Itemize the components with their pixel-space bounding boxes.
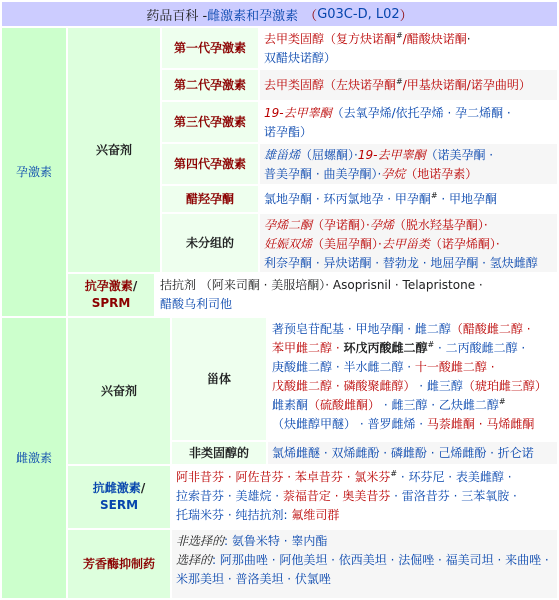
- subgroup-gen4-label: 第四代孕激素: [173, 156, 246, 171]
- drug-link[interactable]: · 二丙酸雌二醇 ·: [434, 341, 526, 355]
- row-line: [272, 377, 553, 396]
- row-line: [264, 123, 553, 142]
- drug-link[interactable]: · 普罗雌烯 ·: [356, 417, 427, 431]
- row-unclassified: [260, 214, 557, 272]
- subgroup-gen2: [162, 70, 258, 100]
- subgroup-gen4: [162, 144, 258, 184]
- drug-link[interactable]: /醋酸炔诺酮: [402, 32, 467, 46]
- drug-link[interactable]: 醋酸乌利司他: [160, 297, 233, 311]
- title-main-link[interactable]: 雌激素和孕激素: [207, 8, 299, 24]
- drug-link[interactable]: 环戊丙酸雌二醇: [343, 341, 428, 355]
- drug-link[interactable]: （复方炔诺酮: [324, 32, 397, 46]
- subgroup-gen1-label: 第一代孕激素: [173, 40, 246, 55]
- row-hydroxyprogesterone: [260, 186, 557, 212]
- row-line: [176, 570, 553, 589]
- drug-link[interactable]: 孕烷: [381, 167, 406, 181]
- drug-link: 选择的: [176, 553, 213, 567]
- row-line: [272, 415, 553, 434]
- title-paren-close: ）: [399, 8, 413, 24]
- row-gen2: [260, 70, 557, 100]
- drug-link[interactable]: 马萘雌酮 · 马烯雌酮: [426, 417, 535, 431]
- drug-link[interactable]: 诺孕酯）: [264, 125, 313, 139]
- drug-link[interactable]: : 氨鲁米特 · 睾内酯: [224, 534, 328, 548]
- row-line: [160, 276, 553, 295]
- subgroup-steroidal-label: 甾体: [206, 371, 231, 386]
- group-antiestrogens-label-b[interactable]: SERM: [99, 498, 139, 512]
- subgroup-unclassified: [162, 214, 258, 272]
- drug-link[interactable]: 氯烯雌醚 · 双烯雌酚 · 磷雌酚 · 己烯雌酚 · 折仑诺: [272, 445, 534, 460]
- row-line: [272, 320, 553, 339]
- row-line: [264, 235, 553, 254]
- row-line: [264, 49, 553, 68]
- group-antiprogestogens-sep: /: [132, 279, 138, 293]
- drug-link[interactable]: 苯甲雌二醇 ·: [272, 341, 344, 355]
- row-line: [264, 146, 553, 165]
- drug-link[interactable]: 雄甾烯: [264, 148, 301, 162]
- row-line: [176, 551, 553, 570]
- row-line: [272, 444, 534, 463]
- title-prefix: 药品百科 -: [146, 8, 208, 24]
- drug-link[interactable]: （孕诺酮）·: [312, 218, 370, 232]
- drug-link[interactable]: （美屈孕酮）·: [312, 237, 382, 251]
- drug-link[interactable]: 去甲类固醇: [264, 32, 325, 46]
- row-aromatase-inhibitors: [172, 530, 557, 598]
- subgroup-hydroxyprogesterone-label[interactable]: 醋羟孕酮: [185, 191, 234, 206]
- title-atc-code-link[interactable]: G03C-D, L02: [317, 6, 400, 22]
- section-progestogens[interactable]: [2, 28, 66, 316]
- row-line: [264, 104, 553, 123]
- drug-link[interactable]: 利奈孕酮 · 异炔诺酮 · 替勃龙 · 地屈孕酮 · 氢炔雌醇: [264, 256, 538, 270]
- drug-link[interactable]: 妊娠双烯: [264, 237, 313, 251]
- row-line: [160, 295, 553, 314]
- drug-link[interactable]: 戊酸雌二醇 · 磷酸聚雌醇）: [272, 379, 416, 393]
- subgroup-gen2-label: 第二代孕激素: [173, 77, 246, 92]
- navbox-title: [2, 2, 557, 26]
- row-steroidal-estrogens: [268, 318, 557, 440]
- drug-link: ·: [466, 32, 471, 46]
- drug-link[interactable]: 19-去甲睾酮: [264, 106, 332, 120]
- group-aromatase-inhibitors: [68, 530, 170, 598]
- drug-link[interactable]: 去甲类固醇: [264, 77, 325, 92]
- drug-link[interactable]: 著预皂苷配基 · 甲地孕酮 · 雌二醇: [272, 322, 451, 336]
- footnote-marker: #: [427, 340, 435, 349]
- footnote-marker: #: [498, 397, 506, 406]
- row-line: [264, 216, 553, 235]
- drug-link[interactable]: 萘福昔定 · 奥美昔芬: [282, 489, 391, 503]
- drug-link[interactable]: 氟维司群: [291, 508, 340, 522]
- subgroup-steroidal: [172, 318, 266, 440]
- drug-link[interactable]: /甲基炔诺酮/诺孕曲明）: [402, 77, 531, 92]
- drug-link[interactable]: （左炔诺孕酮: [324, 77, 397, 92]
- drug-link[interactable]: · 环芬尼 · 表美雌醇 ·: [397, 470, 512, 484]
- drug-link[interactable]: （脱水羟基孕酮）·: [393, 218, 488, 232]
- row-line: [272, 396, 553, 415]
- drug-link[interactable]: 托瑞米芬 · 纯拮抗剂:: [176, 508, 292, 522]
- drug-link[interactable]: （去氧孕烯/依托孕烯 · 孕二烯酮 ·: [331, 106, 511, 120]
- title-paren-open: （: [304, 8, 318, 24]
- subgroup-gen3: [162, 102, 258, 142]
- row-antiprogestogens: [156, 274, 557, 316]
- drug-link: 拮抗剂 （阿来司酮 · 美服培酮）· Asoprisnil · Telapristone ·: [160, 278, 483, 292]
- row-line: [272, 339, 553, 358]
- drug-link[interactable]: （炔雌醇甲醚）: [272, 417, 357, 431]
- section-estrogens[interactable]: [2, 318, 66, 598]
- group-antiestrogens: [68, 466, 170, 528]
- drug-link[interactable]: 普美孕酮 · 曲美孕酮）·: [264, 167, 382, 181]
- drug-link[interactable]: 孕烯二酮: [264, 218, 313, 232]
- drug-link[interactable]: 孕烯: [369, 218, 394, 232]
- group-estrogen-agonists: [68, 318, 170, 464]
- subgroup-nonsteroidal: [172, 442, 266, 464]
- row-line: [176, 506, 553, 525]
- drug-link[interactable]: （地诺孕素）: [405, 167, 478, 181]
- subgroup-gen3-label: 第三代孕激素: [173, 114, 246, 129]
- footnote-marker: #: [396, 76, 403, 86]
- footnote-marker: #: [390, 469, 398, 478]
- drug-link[interactable]: （硫酸雌酮）: [308, 398, 381, 412]
- drug-link[interactable]: 庚酸雌二醇 · 半水雌二醇 ·: [272, 360, 415, 374]
- drug-link[interactable]: 氯地孕酮 · 环丙氯地孕 · 甲孕酮: [264, 191, 431, 206]
- drug-link[interactable]: （琥珀雌三醇）: [462, 379, 547, 393]
- group-estrogen-agonists-label: 兴奋剂: [100, 383, 137, 398]
- row-line: [176, 487, 553, 506]
- group-antiprogestogens-label-a[interactable]: 抗孕激素: [84, 279, 133, 293]
- row-line: [176, 468, 553, 487]
- drug-link[interactable]: · 雷洛昔芬 · 三苯氧胺 ·: [390, 489, 517, 503]
- drug-link[interactable]: 去甲甾类: [381, 237, 430, 251]
- drug-link[interactable]: 阿非昔芬 · 阿佐昔芬 · 苯卓昔芬 · 氯米芬: [176, 470, 391, 484]
- group-progestogen-agonists-label: 兴奋剂: [95, 142, 132, 157]
- drug-link[interactable]: 双醋炔诺醇）: [264, 51, 337, 65]
- drug-link[interactable]: （诺美孕酮 ·: [425, 148, 494, 162]
- drug-link: 非选择的: [176, 534, 225, 548]
- group-antiestrogens-label-a[interactable]: 抗雌激素: [92, 481, 141, 495]
- group-antiestrogens-sep: /: [140, 481, 146, 495]
- group-aromatase-inhibitors-label[interactable]: 芳香酶抑制药: [82, 556, 155, 571]
- row-line: [264, 165, 553, 184]
- section-estrogens-label[interactable]: 雌激素: [15, 450, 52, 465]
- subgroup-hydroxyprogesterone: [162, 186, 258, 212]
- drug-link[interactable]: （醋酸雌二醇 ·: [450, 322, 531, 336]
- section-progestogens-label[interactable]: 孕激素: [15, 164, 52, 179]
- subgroup-unclassified-label: 未分组的: [185, 235, 234, 250]
- subgroup-gen1: [162, 28, 258, 68]
- footnote-marker: #: [430, 190, 438, 200]
- group-progestogen-agonists: [68, 28, 160, 272]
- row-line: [264, 76, 531, 95]
- drug-link[interactable]: · 甲地孕酮: [437, 191, 498, 206]
- footnote-marker: #: [396, 31, 403, 40]
- group-antiprogestogens-label-b[interactable]: SPRM: [91, 296, 131, 310]
- drug-link[interactable]: （诺孕烯酮）·: [429, 237, 500, 251]
- row-line: [176, 532, 553, 551]
- drug-link[interactable]: （屈螺酮）·: [300, 148, 358, 162]
- row-line: [272, 358, 553, 377]
- row-gen3: [260, 102, 557, 142]
- drug-link[interactable]: 十一酸雌二醇 ·: [414, 360, 495, 374]
- drug-link[interactable]: 拉索昔芬 · 美雄烷 ·: [176, 489, 283, 503]
- row-antiestrogens: [172, 466, 557, 528]
- row-gen4: [260, 144, 557, 184]
- drug-link[interactable]: 19-去甲睾酮: [357, 148, 426, 162]
- drug-link[interactable]: · 雌三醇 · 乙炔雌二醇: [380, 398, 499, 412]
- group-antiprogestogens: [68, 274, 154, 316]
- row-line: [264, 190, 497, 209]
- row-nonsteroidal-estrogens: [268, 442, 557, 464]
- subgroup-nonsteroidal-label: 非类固醇的: [188, 445, 249, 460]
- row-line: [264, 254, 553, 273]
- drug-link[interactable]: 米那美坦 · 普洛美坦 · 伏氯唑: [176, 572, 331, 586]
- row-gen1: [260, 28, 557, 68]
- drug-link[interactable]: : 阿那曲唑 · 阿他美坦 · 依西美坦 · 法倔唑 · 福美司坦 · 来曲唑 ·: [212, 553, 549, 567]
- drug-link[interactable]: 雌素酮: [272, 398, 309, 412]
- drug-link[interactable]: · 雌三醇: [415, 379, 463, 393]
- row-line: [264, 30, 553, 49]
